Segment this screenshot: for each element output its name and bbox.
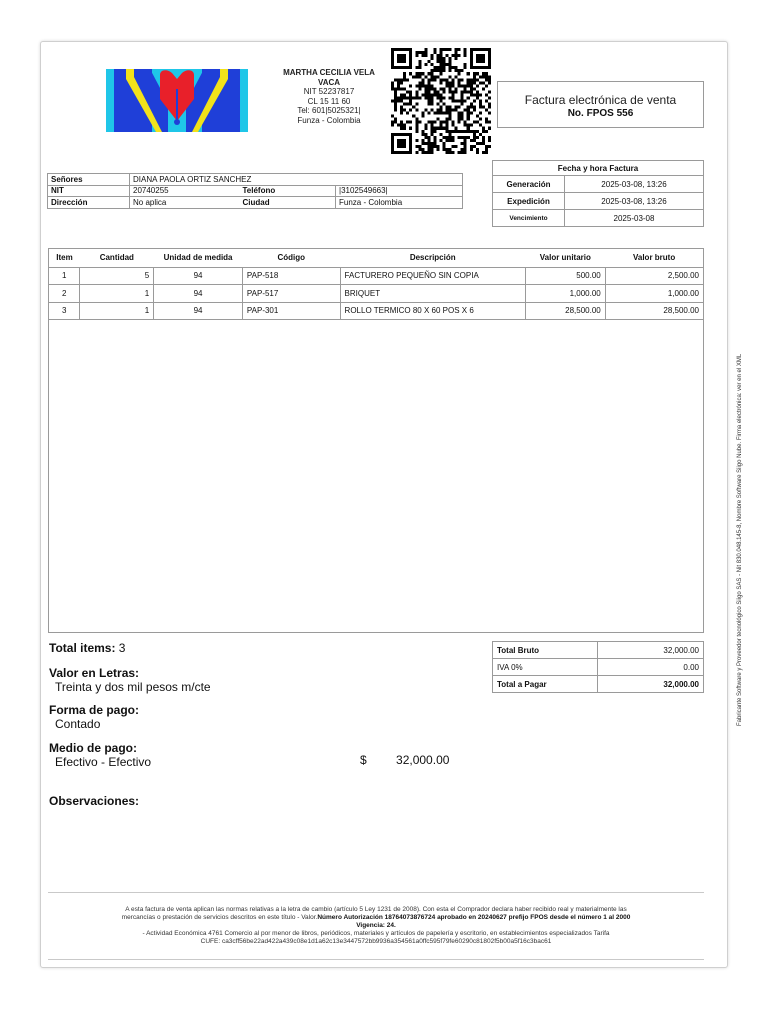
row-unidad: 94 bbox=[154, 267, 243, 285]
medio-currency: $ bbox=[360, 753, 367, 767]
header-cantidad: Cantidad bbox=[80, 249, 154, 267]
medio-amount-value: 32,000.00 bbox=[396, 753, 450, 767]
ciudad-value: Funza - Colombia bbox=[336, 197, 463, 209]
telefono-label: Teléfono bbox=[240, 185, 336, 197]
nit-value: 20740255 bbox=[130, 185, 240, 197]
document-title-box bbox=[497, 81, 704, 128]
software-provider-text: Fabricante Software y Proveedor tecnológico Siigo SAS - Nit 830.048.145-8, Nombre Software Siigo Nube. Firma electrónica: ver en el XML bbox=[737, 353, 743, 726]
total-items bbox=[49, 641, 125, 655]
row-item: 1 bbox=[49, 267, 80, 285]
telefono-value: |3102549663| bbox=[336, 185, 463, 197]
issuer-name: MARTHA CECILIA VELA VACA bbox=[283, 68, 375, 87]
table-row bbox=[49, 267, 703, 285]
items-section bbox=[48, 248, 704, 633]
items-header-row bbox=[49, 249, 703, 267]
items-table bbox=[49, 249, 703, 320]
total-bruto-value: 32,000.00 bbox=[598, 642, 704, 659]
table-row bbox=[49, 302, 703, 320]
valor-en-letras bbox=[49, 666, 211, 694]
row-cantidad: 1 bbox=[80, 285, 154, 303]
generacion-label: Generación bbox=[493, 176, 565, 193]
direccion-value: No aplica bbox=[130, 197, 240, 209]
row-valor-bruto: 28,500.00 bbox=[605, 302, 703, 320]
header-valor-bruto: Valor bruto bbox=[605, 249, 703, 267]
row-descripcion: BRIQUET bbox=[340, 285, 525, 303]
footer-vigencia: Vigencia: 24. bbox=[356, 922, 396, 929]
medio-label: Medio de pago: bbox=[49, 741, 137, 755]
customer-table bbox=[47, 173, 463, 209]
row-valor-unitario: 500.00 bbox=[525, 267, 605, 285]
senores-label: Señores bbox=[48, 174, 130, 186]
issuer-phone: Tel: 601|5025321| bbox=[297, 106, 361, 115]
medio-value: Efectivo - Efectivo bbox=[55, 755, 152, 769]
observaciones bbox=[49, 794, 139, 808]
issuer-city: Funza - Colombia bbox=[297, 115, 361, 125]
header-descripcion: Descripción bbox=[340, 249, 525, 267]
generacion-value: 2025-03-08, 13:26 bbox=[565, 176, 704, 193]
obs-label: Observaciones: bbox=[49, 794, 140, 808]
letras-value: Treinta y dos mil pesos m/cte bbox=[55, 680, 211, 694]
total-items-label: Total items: bbox=[49, 641, 116, 655]
footer-line-1: A esta factura de venta aplican las normas relativas a la letra de cambio (artículo 5 Ley 1231 de 2008). Con esta el Comprador declara haber recibido real y materialmente las bbox=[125, 906, 627, 913]
vencimiento-label: Vencimiento bbox=[493, 210, 565, 227]
legal-footer bbox=[48, 892, 704, 960]
table-row bbox=[49, 285, 703, 303]
issuer-address: CL 15 11 60 bbox=[307, 96, 351, 106]
row-cantidad: 5 bbox=[80, 267, 154, 285]
footer-line-4: - Actividad Económica 4761 Comercio al por menor de libros, periódicos, materiales y artículos de papelería y escritorio, en establecimientos especializados Tarifa bbox=[142, 930, 610, 937]
footer-line-2 bbox=[48, 914, 704, 922]
forma-de-pago bbox=[49, 703, 139, 731]
total-items-value: 3 bbox=[118, 641, 126, 655]
expedicion-label: Expedición bbox=[493, 193, 565, 210]
company-logo bbox=[106, 69, 248, 132]
issuer-nit: NIT 52237817 bbox=[303, 87, 355, 96]
issuer-info bbox=[279, 68, 379, 125]
document-title: Factura electrónica de venta bbox=[524, 93, 677, 107]
direccion-label: Dirección bbox=[51, 197, 88, 207]
row-item: 2 bbox=[49, 285, 80, 303]
qr-code bbox=[391, 48, 491, 154]
row-descripcion: ROLLO TERMICO 80 X 60 POS X 6 bbox=[340, 302, 525, 320]
medio-de-pago bbox=[49, 741, 151, 769]
total-pagar-value: 32,000.00 bbox=[598, 676, 704, 693]
document-number: No. FPOS 556 bbox=[567, 108, 634, 119]
row-valor-bruto: 2,500.00 bbox=[605, 267, 703, 285]
row-codigo: PAP-301 bbox=[242, 302, 340, 320]
row-codigo: PAP-517 bbox=[242, 285, 340, 303]
iva-value: 0.00 bbox=[598, 659, 704, 676]
row-unidad: 94 bbox=[154, 302, 243, 320]
forma-value: Contado bbox=[55, 717, 101, 731]
row-unidad: 94 bbox=[154, 285, 243, 303]
total-pagar-label: Total a Pagar bbox=[493, 676, 598, 693]
iva-label: IVA 0% bbox=[493, 659, 598, 676]
row-valor-bruto: 1,000.00 bbox=[605, 285, 703, 303]
vencimiento-value: 2025-03-08 bbox=[565, 210, 704, 227]
footer-authorization: Número Autorización 18764073876724 aprobado en 20240627 prefijo FPOS desde el número 1 al 2000 bbox=[317, 914, 631, 921]
row-cantidad: 1 bbox=[80, 302, 154, 320]
medio-amount bbox=[360, 753, 449, 767]
row-item: 3 bbox=[49, 302, 80, 320]
dates-header: Fecha y hora Factura bbox=[493, 161, 704, 176]
total-bruto-label: Total Bruto bbox=[493, 642, 598, 659]
nit-label: NIT bbox=[48, 185, 130, 197]
row-valor-unitario: 1,000.00 bbox=[525, 285, 605, 303]
footer-line-2a: mercancías o prestación de servicios descritos en este título - Valor. bbox=[121, 914, 318, 921]
row-codigo: PAP-518 bbox=[242, 267, 340, 285]
header-unidad: Unidad de medida bbox=[154, 249, 243, 267]
letras-label: Valor en Letras: bbox=[49, 666, 140, 680]
expedicion-value: 2025-03-08, 13:26 bbox=[565, 193, 704, 210]
footer-cufe: CUFE: ca3cff56be22ad422a439c08e1d1a62c13e3447572bb9936a354561a0ffc595f79fe60290c81802f5b00a5f16c3bac61 bbox=[200, 938, 552, 945]
totals-table bbox=[492, 641, 704, 693]
dates-table bbox=[492, 160, 704, 227]
row-valor-unitario: 28,500.00 bbox=[525, 302, 605, 320]
row-descripcion: FACTURERO PEQUEÑO SIN COPIA bbox=[340, 267, 525, 285]
header-valor-unitario: Valor unitario bbox=[525, 249, 605, 267]
ciudad-label: Ciudad bbox=[242, 197, 270, 207]
header-item: Item bbox=[49, 249, 80, 267]
senores-value: DIANA PAOLA ORTIZ SANCHEZ bbox=[130, 174, 463, 186]
forma-label: Forma de pago: bbox=[49, 703, 140, 717]
header-codigo: Código bbox=[242, 249, 340, 267]
